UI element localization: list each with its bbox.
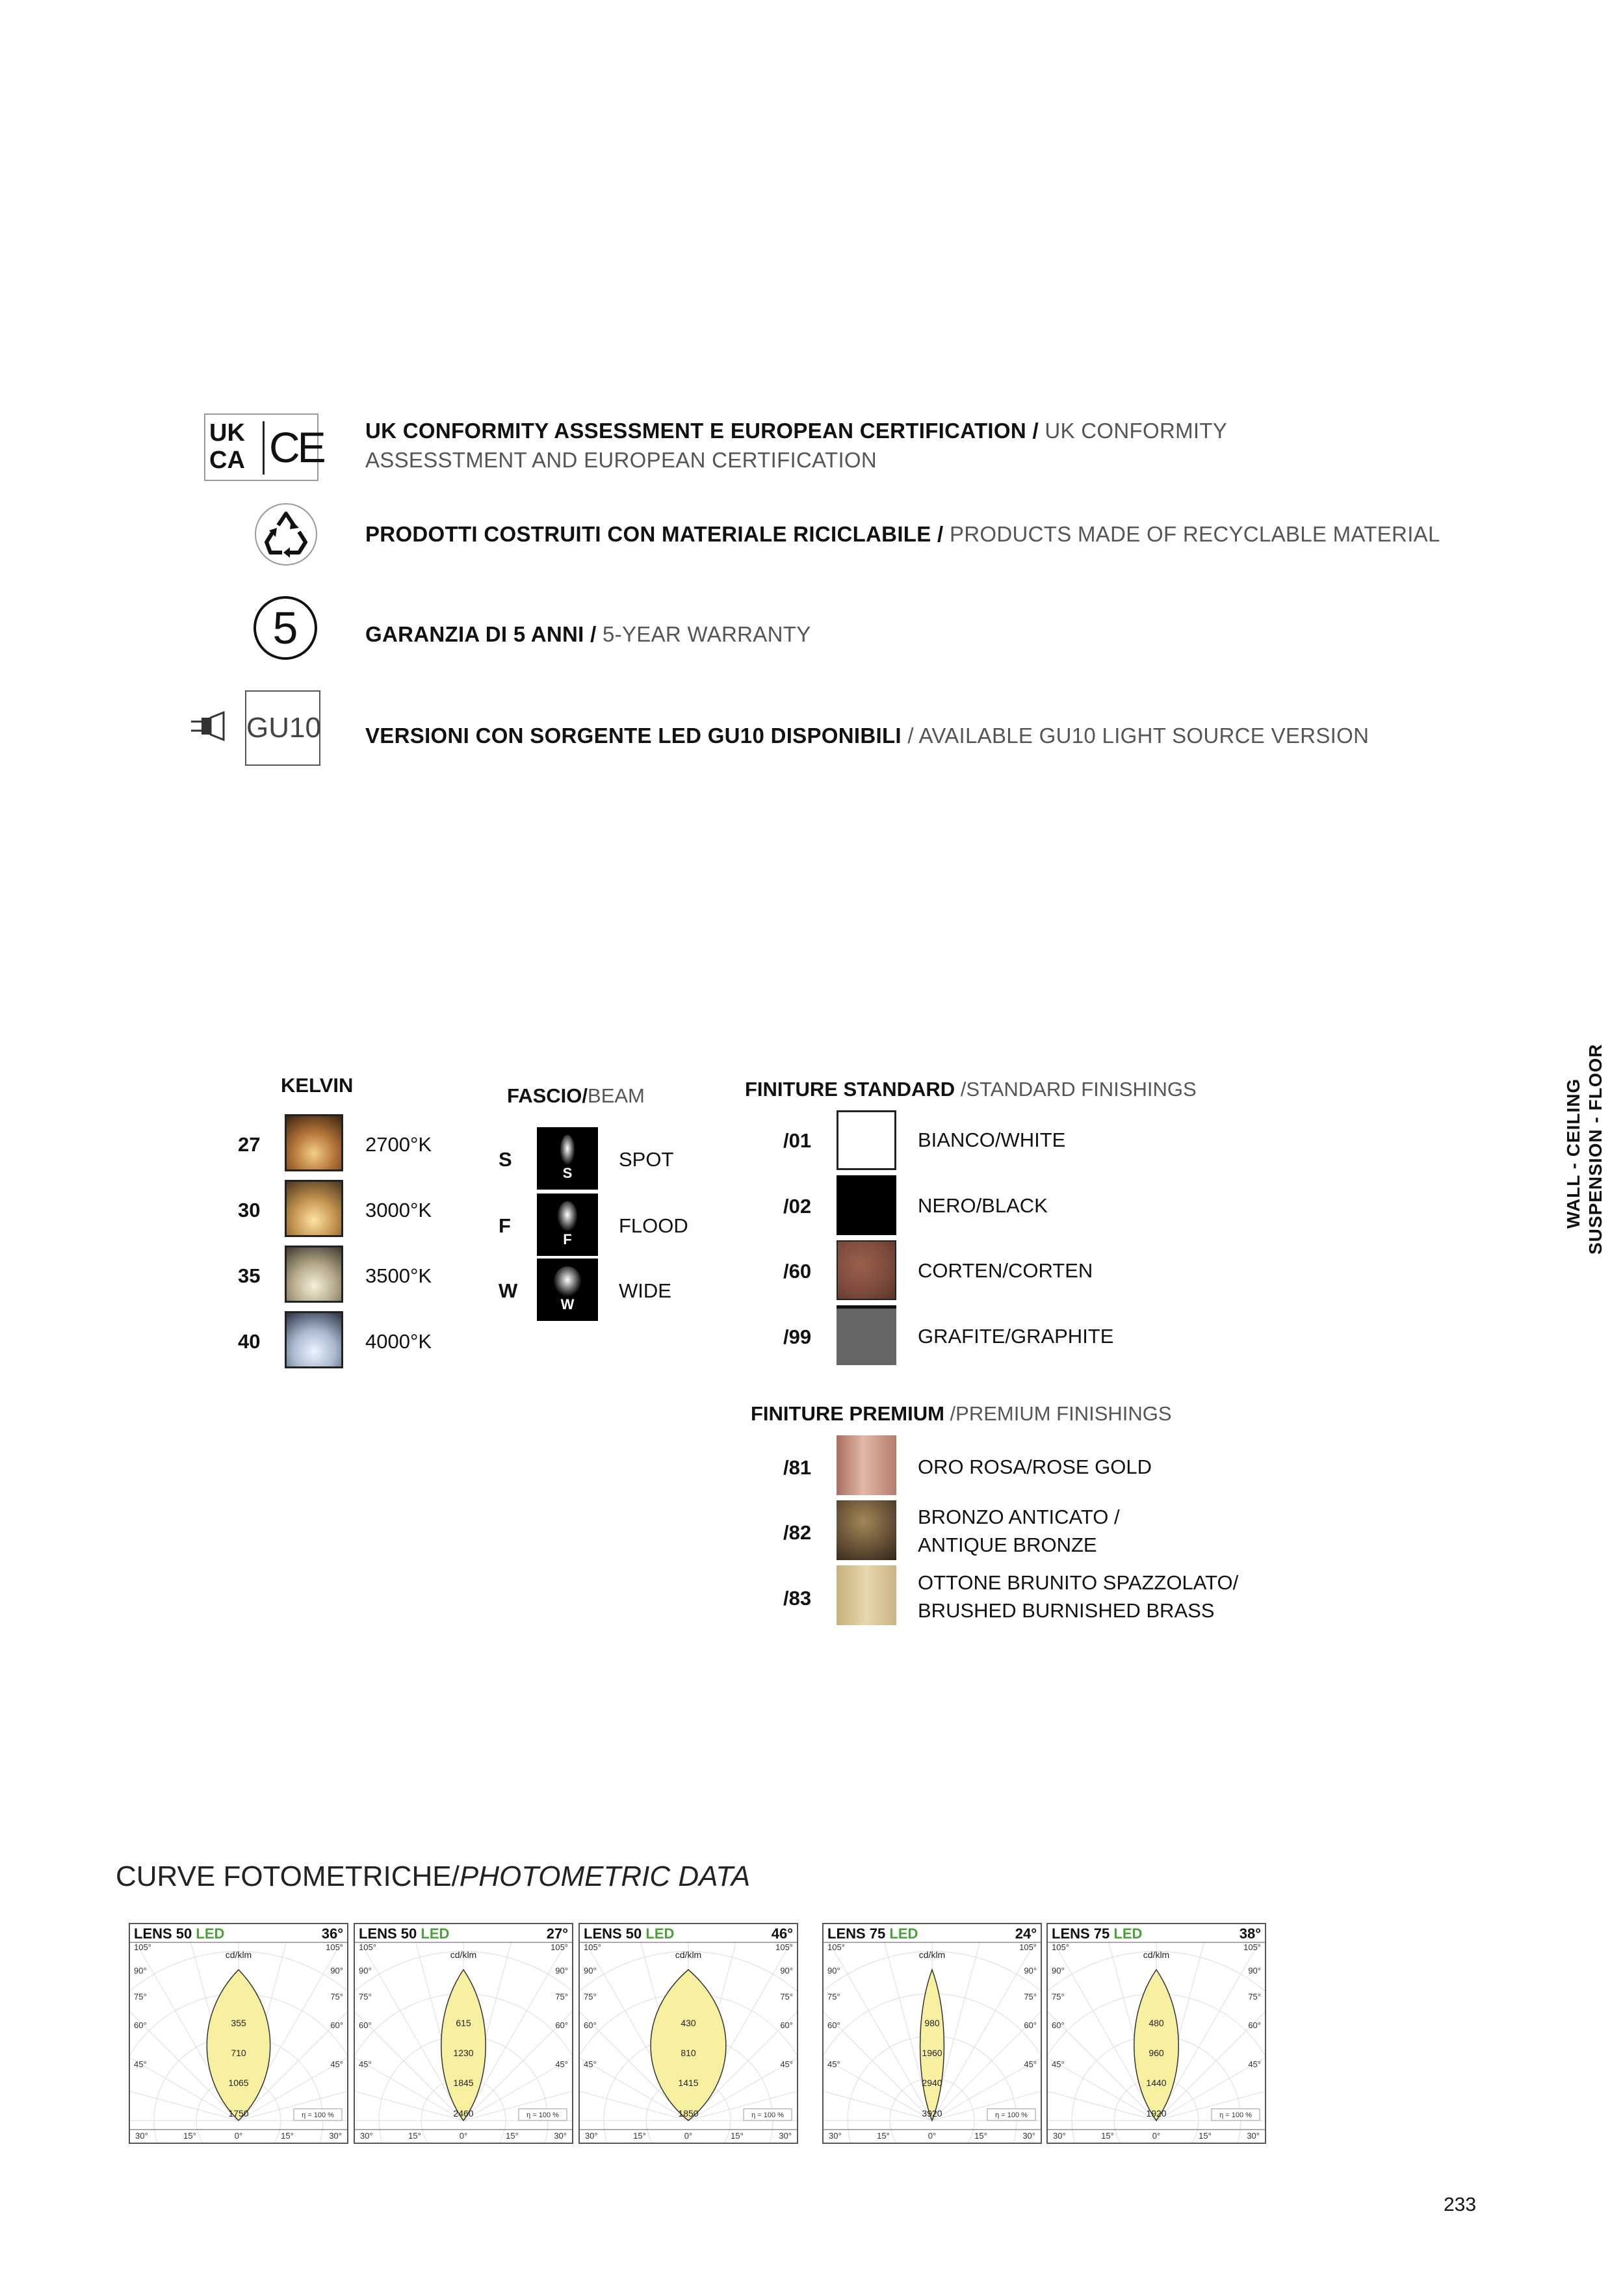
angle-label-bottom: 0° xyxy=(684,2131,693,2141)
kelvin-title: KELVIN xyxy=(281,1074,354,1097)
angle-label-right: 90° xyxy=(1248,1966,1261,1976)
angle-label-left: 45° xyxy=(1052,2059,1065,2069)
angle-label-left: 105° xyxy=(584,1942,601,1952)
lens-name: LENS 75 xyxy=(1052,1925,1114,1942)
intensity-value: 2940 xyxy=(922,2078,942,2088)
kelvin-code: 40 xyxy=(238,1330,261,1353)
angle-label-bottom: 15° xyxy=(408,2131,421,2141)
beam-letter: F xyxy=(563,1231,572,1247)
angle-label-left: 90° xyxy=(827,1966,840,1976)
beam-label: WIDE xyxy=(619,1279,671,1302)
cert-ukca-text xyxy=(365,416,1470,475)
cert-recycle-light: PRODUCTS MADE OF RECYCLABLE MATERIAL xyxy=(943,522,1440,546)
lens-label xyxy=(1052,1925,1142,1942)
angle-label-left: 60° xyxy=(359,2020,372,2030)
intensity-value: 980 xyxy=(924,2018,940,2028)
angle-label-right: 75° xyxy=(780,1992,793,2002)
angle-label-bottom: 30° xyxy=(554,2131,567,2141)
unit-label: cd/klm xyxy=(675,1950,702,1960)
angle-label-bottom: 30° xyxy=(1053,2131,1066,2141)
angle-label-right: 105° xyxy=(551,1942,568,1952)
beam-angle: 38° xyxy=(1239,1925,1261,1942)
angle-label-left: 90° xyxy=(359,1966,372,1976)
side-label-line2: SUSPENSION - FLOOR xyxy=(1585,1043,1605,1255)
ukca-ce-mark-icon xyxy=(204,413,324,481)
angle-label-left: 45° xyxy=(134,2059,147,2069)
warranty-number: 5 xyxy=(272,603,298,653)
led-label: LED xyxy=(196,1925,225,1942)
led-label: LED xyxy=(889,1925,918,1942)
angle-label-bottom: 15° xyxy=(974,2131,987,2141)
page-number: 233 xyxy=(1444,2194,1477,2215)
intensity-curve xyxy=(441,1970,486,2120)
beam-angle: 27° xyxy=(546,1925,568,1942)
beam-title-bold: FASCIO/ xyxy=(507,1084,588,1107)
intensity-value: 2460 xyxy=(453,2108,474,2119)
angle-label-left: 45° xyxy=(584,2059,597,2069)
finish-label-line1: BRONZO ANTICATO / xyxy=(918,1506,1120,1528)
beam-code: S xyxy=(499,1148,512,1171)
angle-label-right: 45° xyxy=(555,2059,568,2069)
angle-label-right: 90° xyxy=(780,1966,793,1976)
angle-label-right: 105° xyxy=(1019,1942,1037,1952)
recycle-icon xyxy=(253,502,318,567)
angle-label-bottom: 15° xyxy=(633,2131,646,2141)
angle-label-left: 75° xyxy=(1052,1992,1065,2002)
beam-spot-icon xyxy=(537,1127,598,1190)
photometric-diagram xyxy=(130,1924,347,2143)
lens-label xyxy=(827,1925,918,1942)
angle-label-left: 60° xyxy=(584,2020,597,2030)
ukca-label-bottom: CA xyxy=(209,447,245,474)
cert-ukca-light: UK CONFORMITY xyxy=(1038,419,1228,443)
ce-label: CE xyxy=(269,423,324,471)
angle-label-bottom: 30° xyxy=(829,2131,842,2141)
angle-label-bottom: 30° xyxy=(135,2131,148,2141)
intensity-value: 480 xyxy=(1149,2018,1164,2028)
intensity-value: 710 xyxy=(231,2048,246,2058)
cert-warranty-bold: GARANZIA DI 5 ANNI / xyxy=(365,622,597,646)
finishes-standard-title xyxy=(745,1078,1197,1101)
beam-angle: 46° xyxy=(771,1925,793,1942)
angle-label-right: 60° xyxy=(330,2020,343,2030)
angle-label-right: 90° xyxy=(555,1966,568,1976)
angle-label-bottom: 0° xyxy=(1152,2131,1161,2141)
angle-label-left: 75° xyxy=(359,1992,372,2002)
finish-swatch-corten xyxy=(837,1240,896,1300)
photometric-diagram xyxy=(1048,1924,1265,2143)
angle-label-right: 45° xyxy=(780,2059,793,2069)
finish-code: /82 xyxy=(783,1521,812,1544)
angle-label-bottom: 30° xyxy=(585,2131,598,2141)
photometric-title-italic: PHOTOMETRIC DATA xyxy=(459,1860,751,1892)
cert-warranty-light: 5-YEAR WARRANTY xyxy=(596,622,811,646)
intensity-value: 430 xyxy=(681,2018,696,2028)
beam-title-light: BEAM xyxy=(588,1084,645,1107)
angle-label-bottom: 30° xyxy=(1247,2131,1260,2141)
finish-label-line1: OTTONE BRUNITO SPAZZOLATO/ xyxy=(918,1571,1239,1594)
angle-label-left: 90° xyxy=(1052,1966,1065,1976)
angle-label-left: 90° xyxy=(134,1966,147,1976)
lens-name: LENS 50 xyxy=(134,1925,196,1942)
efficiency-label: η = 100 % xyxy=(995,2111,1028,2119)
cert-ukca-bold: UK CONFORMITY ASSESSMENT E EUROPEAN CERTIFICATION / xyxy=(365,419,1039,443)
intensity-value: 1960 xyxy=(922,2048,942,2058)
photometric-card xyxy=(129,1923,348,2144)
angle-label-left: 60° xyxy=(827,2020,840,2030)
intensity-curve xyxy=(651,1970,726,2120)
angle-label-left: 75° xyxy=(584,1992,597,2002)
gu10-label: GU10 xyxy=(246,712,321,744)
intensity-curve xyxy=(920,1970,944,2120)
angle-label-left: 90° xyxy=(584,1966,597,1976)
efficiency-label: η = 100 % xyxy=(751,2111,784,2119)
photometric-diagram xyxy=(580,1924,797,2143)
finish-swatch-white xyxy=(837,1110,896,1170)
angle-label-left: 75° xyxy=(827,1992,840,2002)
finish-code: /81 xyxy=(783,1456,812,1479)
intensity-value: 1920 xyxy=(1146,2108,1167,2119)
finish-code: /01 xyxy=(783,1129,812,1152)
beam-code: W xyxy=(499,1279,518,1302)
finishes-premium-title-bold: FINITURE PREMIUM xyxy=(751,1402,944,1425)
angle-label-left: 105° xyxy=(1052,1942,1069,1952)
finish-label xyxy=(918,1503,1120,1559)
kelvin-swatch-3000 xyxy=(285,1180,343,1237)
gu10-bulb-icon xyxy=(188,711,226,741)
unit-label: cd/klm xyxy=(918,1950,946,1960)
photometric-card xyxy=(822,1923,1042,2144)
cert-gu10-bold: VERSIONI CON SORGENTE LED GU10 DISPONIBILI xyxy=(365,724,902,748)
cert-recycle-text xyxy=(365,519,1470,549)
angle-label-right: 90° xyxy=(1024,1966,1037,1976)
angle-label-bottom: 30° xyxy=(779,2131,792,2141)
angle-label-right: 75° xyxy=(330,1992,343,2002)
kelvin-code: 35 xyxy=(238,1264,261,1287)
finishes-standard-title-light: /STANDARD FINISHINGS xyxy=(955,1078,1197,1101)
intensity-value: 1440 xyxy=(1146,2078,1167,2088)
kelvin-swatch-2700 xyxy=(285,1114,343,1171)
led-label: LED xyxy=(1113,1925,1143,1942)
angle-label-left: 75° xyxy=(134,1992,147,2002)
angle-label-bottom: 30° xyxy=(329,2131,342,2141)
finish-label-line1: ORO ROSA/ROSE GOLD xyxy=(918,1455,1152,1478)
beam-code: F xyxy=(499,1214,511,1237)
kelvin-label: 2700°K xyxy=(365,1133,432,1156)
led-label: LED xyxy=(645,1925,675,1942)
ukca-label-top: UK xyxy=(209,419,245,447)
angle-label-left: 60° xyxy=(1052,2020,1065,2030)
photometric-diagram xyxy=(355,1924,572,2143)
angle-label-bottom: 15° xyxy=(877,2131,890,2141)
angle-label-left: 105° xyxy=(134,1942,151,1952)
photometric-diagram xyxy=(824,1924,1041,2143)
finish-label: BIANCO/WHITE xyxy=(918,1128,1066,1151)
gu10-box xyxy=(245,690,320,766)
lens-label xyxy=(584,1925,674,1942)
intensity-value: 1850 xyxy=(678,2108,699,2119)
efficiency-label: η = 100 % xyxy=(302,2111,334,2119)
cert-ukca-line2: ASSESSTMENT AND EUROPEAN CERTIFICATION xyxy=(365,448,877,472)
photometric-title-normal: CURVE FOTOMETRICHE/ xyxy=(116,1860,460,1892)
finish-code: /99 xyxy=(783,1325,812,1348)
angle-label-right: 75° xyxy=(555,1992,568,2002)
intensity-value: 615 xyxy=(456,2018,471,2028)
finish-label: CORTEN/CORTEN xyxy=(918,1259,1093,1282)
kelvin-label: 4000°K xyxy=(365,1330,432,1353)
intensity-value: 3920 xyxy=(922,2108,942,2119)
beam-label: SPOT xyxy=(619,1148,674,1171)
angle-label-right: 75° xyxy=(1024,1992,1037,2002)
beam-wide-icon xyxy=(537,1259,598,1321)
unit-label: cd/klm xyxy=(225,1950,252,1960)
finish-swatch-graphite xyxy=(837,1305,896,1365)
photometric-title xyxy=(116,1860,750,1893)
finish-code: /83 xyxy=(783,1587,812,1610)
intensity-value: 1415 xyxy=(678,2078,699,2088)
angle-label-bottom: 30° xyxy=(360,2131,373,2141)
angle-label-bottom: 15° xyxy=(1199,2131,1212,2141)
side-category-label xyxy=(1557,1040,1623,1261)
angle-label-right: 45° xyxy=(1248,2059,1261,2069)
angle-label-right: 105° xyxy=(326,1942,343,1952)
photometric-card xyxy=(354,1923,573,2144)
lens-label xyxy=(359,1925,449,1942)
kelvin-label: 3000°K xyxy=(365,1199,432,1221)
photometric-card xyxy=(1046,1923,1266,2144)
angle-label-right: 105° xyxy=(775,1942,793,1952)
intensity-value: 1750 xyxy=(228,2108,249,2119)
angle-label-left: 45° xyxy=(827,2059,840,2069)
beam-letter: W xyxy=(560,1296,575,1312)
beam-letter: S xyxy=(562,1165,573,1181)
intensity-value: 1065 xyxy=(228,2078,249,2088)
lens-name: LENS 50 xyxy=(584,1925,646,1942)
cert-recycle-bold: PRODOTTI COSTRUITI CON MATERIALE RICICLABILE / xyxy=(365,522,944,546)
finish-label-line2: ANTIQUE BRONZE xyxy=(918,1533,1097,1556)
efficiency-label: η = 100 % xyxy=(526,2111,559,2119)
beam-title xyxy=(507,1084,645,1108)
angle-label-left: 105° xyxy=(359,1942,376,1952)
angle-label-bottom: 15° xyxy=(281,2131,294,2141)
angle-label-bottom: 15° xyxy=(183,2131,196,2141)
intensity-curve xyxy=(207,1970,270,2120)
beam-angle: 24° xyxy=(1015,1925,1037,1942)
lens-name: LENS 75 xyxy=(827,1925,890,1942)
finish-label xyxy=(918,1453,1152,1481)
angle-label-right: 75° xyxy=(1248,1992,1261,2002)
finish-swatch-rose-gold xyxy=(837,1435,896,1495)
cert-gu10-light: / AVAILABLE GU10 LIGHT SOURCE VERSION xyxy=(901,724,1370,748)
warranty-5-icon xyxy=(253,596,317,660)
photometric-card xyxy=(578,1923,798,2144)
kelvin-swatch-4000 xyxy=(285,1311,343,1368)
intensity-value: 355 xyxy=(231,2018,246,2028)
angle-label-right: 60° xyxy=(780,2020,793,2030)
finishes-premium-title xyxy=(751,1402,1172,1426)
angle-label-right: 90° xyxy=(330,1966,343,1976)
angle-label-right: 45° xyxy=(1024,2059,1037,2069)
finish-label-line2: BRUSHED BURNISHED BRASS xyxy=(918,1599,1215,1622)
intensity-curve xyxy=(1134,1970,1178,2120)
unit-label: cd/klm xyxy=(450,1950,477,1960)
angle-label-right: 45° xyxy=(330,2059,343,2069)
beam-angle: 36° xyxy=(321,1925,343,1942)
efficiency-label: η = 100 % xyxy=(1219,2111,1252,2119)
angle-label-bottom: 30° xyxy=(1022,2131,1035,2141)
intensity-value: 1845 xyxy=(453,2078,474,2088)
angle-label-bottom: 0° xyxy=(234,2131,243,2141)
side-label-line1: WALL - CEILING xyxy=(1563,1078,1583,1229)
kelvin-code: 30 xyxy=(238,1199,261,1221)
finish-swatch-brushed-brass xyxy=(837,1565,896,1625)
finish-swatch-antique-bronze xyxy=(837,1500,896,1560)
angle-label-right: 60° xyxy=(1248,2020,1261,2030)
angle-label-bottom: 0° xyxy=(459,2131,468,2141)
kelvin-code: 27 xyxy=(238,1133,261,1156)
angle-label-right: 60° xyxy=(1024,2020,1037,2030)
intensity-value: 1230 xyxy=(453,2048,474,2058)
kelvin-label: 3500°K xyxy=(365,1264,432,1287)
beam-label: FLOOD xyxy=(619,1214,688,1237)
kelvin-swatch-3500 xyxy=(285,1246,343,1303)
finishes-premium-title-light: /PREMIUM FINISHINGS xyxy=(944,1402,1172,1425)
angle-label-right: 105° xyxy=(1243,1942,1261,1952)
finish-label: NERO/BLACK xyxy=(918,1194,1048,1217)
led-label: LED xyxy=(421,1925,450,1942)
cert-warranty-text xyxy=(365,620,1470,649)
angle-label-right: 60° xyxy=(555,2020,568,2030)
unit-label: cd/klm xyxy=(1143,1950,1170,1960)
finish-code: /60 xyxy=(783,1260,812,1283)
angle-label-left: 105° xyxy=(827,1942,845,1952)
angle-label-bottom: 0° xyxy=(928,2131,937,2141)
angle-label-left: 60° xyxy=(134,2020,147,2030)
beam-flood-icon xyxy=(537,1194,598,1256)
finish-label xyxy=(918,1569,1238,1624)
angle-label-bottom: 15° xyxy=(506,2131,519,2141)
angle-label-bottom: 15° xyxy=(1101,2131,1114,2141)
lens-name: LENS 50 xyxy=(359,1925,421,1942)
intensity-value: 960 xyxy=(1149,2048,1164,2058)
finish-label: GRAFITE/GRAPHITE xyxy=(918,1325,1114,1348)
angle-label-bottom: 15° xyxy=(731,2131,744,2141)
cert-gu10-text xyxy=(365,721,1470,750)
intensity-value: 810 xyxy=(681,2048,696,2058)
lens-label xyxy=(134,1925,224,1942)
angle-label-left: 45° xyxy=(359,2059,372,2069)
finish-code: /02 xyxy=(783,1195,812,1218)
finish-swatch-black xyxy=(837,1175,896,1235)
finishes-standard-title-bold: FINITURE STANDARD xyxy=(745,1078,955,1101)
